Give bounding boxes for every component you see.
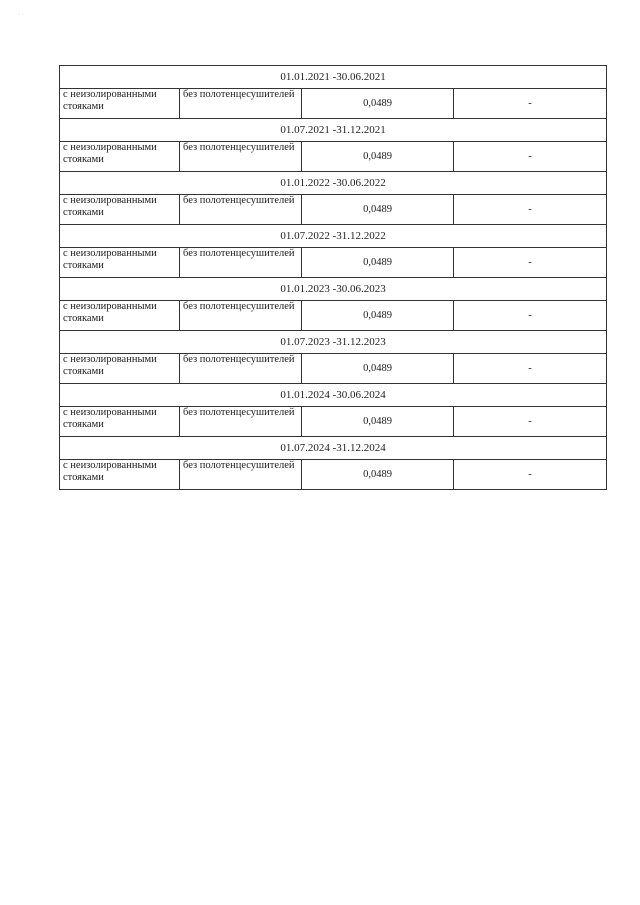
period-header-row [60,331,607,354]
period-label: 01.07.2024 -31.12.2024 [60,437,607,460]
other-value-cell: - [454,89,607,119]
other-value-cell: - [454,354,607,384]
towel-rail-cell: без полотенцесушителей [180,301,302,331]
value-cell: 0,0489 [302,248,454,278]
other-value-cell: - [454,248,607,278]
table-row [60,301,607,331]
towel-rail-cell: без полотенцесушителей [180,354,302,384]
value-cell: 0,0489 [302,89,454,119]
period-header-row [60,225,607,248]
value-cell: 0,0489 [302,195,454,225]
period-label: 01.01.2021 -30.06.2021 [60,66,607,89]
riser-type-cell: с неизолированными стояками [60,354,180,384]
towel-rail-cell: без полотенцесушителей [180,142,302,172]
period-header-row [60,119,607,142]
riser-type-cell: с неизолированными стояками [60,248,180,278]
riser-type-cell: с неизолированными стояками [60,460,180,490]
tariff-table-body [60,66,607,490]
table-row [60,460,607,490]
riser-type-cell: с неизолированными стояками [60,195,180,225]
period-label: 01.01.2022 -30.06.2022 [60,172,607,195]
other-value-cell: - [454,301,607,331]
riser-type-cell: с неизолированными стояками [60,89,180,119]
value-cell: 0,0489 [302,460,454,490]
other-value-cell: - [454,142,607,172]
period-header-row [60,278,607,301]
value-cell: 0,0489 [302,354,454,384]
value-cell: 0,0489 [302,407,454,437]
table-row [60,248,607,278]
other-value-cell: - [454,460,607,490]
table-row [60,89,607,119]
period-label: 01.07.2021 -31.12.2021 [60,119,607,142]
towel-rail-cell: без полотенцесушителей [180,248,302,278]
towel-rail-cell: без полотенцесушителей [180,195,302,225]
table-row [60,354,607,384]
towel-rail-cell: без полотенцесушителей [180,460,302,490]
period-label: 01.07.2023 -31.12.2023 [60,331,607,354]
period-header-row [60,437,607,460]
period-label: 01.01.2023 -30.06.2023 [60,278,607,301]
table-row [60,407,607,437]
period-header-row [60,384,607,407]
riser-type-cell: с неизолированными стояками [60,142,180,172]
table-row [60,142,607,172]
value-cell: 0,0489 [302,301,454,331]
towel-rail-cell: без полотенцесушителей [180,89,302,119]
other-value-cell: - [454,407,607,437]
period-header-row [60,172,607,195]
period-label: 01.01.2024 -30.06.2024 [60,384,607,407]
period-label: 01.07.2022 -31.12.2022 [60,225,607,248]
other-value-cell: - [454,195,607,225]
scan-artifact-mark: · · [18,12,24,18]
period-header-row [60,66,607,89]
riser-type-cell: с неизолированными стояками [60,407,180,437]
towel-rail-cell: без полотенцесушителей [180,407,302,437]
value-cell: 0,0489 [302,142,454,172]
tariff-table [59,65,607,490]
riser-type-cell: с неизолированными стояками [60,301,180,331]
table-row [60,195,607,225]
